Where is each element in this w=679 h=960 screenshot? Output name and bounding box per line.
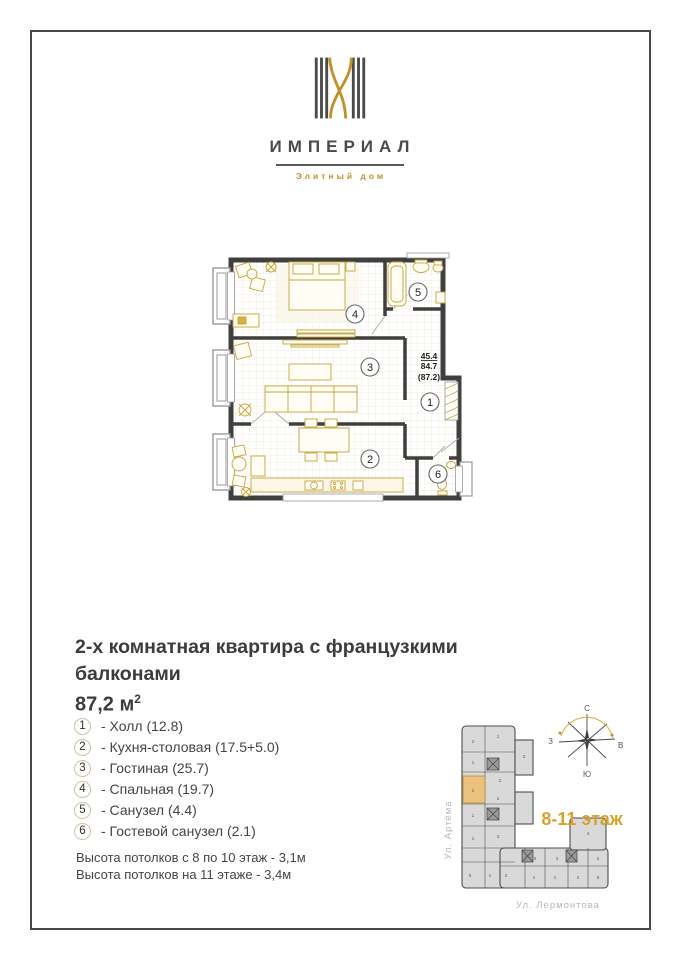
legend-num-6: 6	[74, 823, 91, 840]
wardrobe	[445, 382, 458, 420]
french-balcony-left-3	[213, 434, 235, 490]
legend-item-5	[74, 802, 279, 818]
ceiling-note-1: Высота потолков с 8 по 10 этаж - 3,1м	[76, 850, 306, 865]
legend-label-3: - Гостиная (25.7)	[101, 760, 209, 776]
brand-logo-block	[0, 50, 679, 181]
legend-num-1: 1	[74, 718, 91, 735]
french-balcony-left-2	[213, 350, 235, 406]
room-marker-3	[361, 358, 379, 376]
legend-num-3: 3	[74, 760, 91, 777]
room-marker-2	[361, 450, 379, 468]
listing-area-value: 87,2 м	[75, 693, 135, 716]
svg-text:1: 1	[488, 874, 492, 879]
siteplan-drawing	[440, 700, 655, 920]
svg-text:2: 2	[498, 779, 502, 784]
svg-text:2: 2	[496, 797, 500, 802]
room-marker-5	[409, 283, 427, 301]
svg-text:1: 1	[471, 814, 475, 819]
svg-text:5: 5	[468, 874, 472, 879]
floorplan-drawing	[193, 250, 477, 518]
legend-item-1	[74, 718, 279, 734]
svg-text:2: 2	[366, 454, 374, 466]
street-label-bottom: Ул. Лермонтова	[516, 900, 600, 911]
svg-text:3: 3	[496, 835, 500, 840]
svg-text:6: 6	[434, 469, 442, 481]
floorplan	[193, 250, 477, 518]
street-label-left: Ул. Артёма	[443, 800, 454, 860]
svg-text:1: 1	[426, 397, 434, 409]
siteplan	[440, 700, 655, 920]
legend-label-6: - Гостевой санузел (2.1)	[101, 823, 256, 839]
svg-text:5: 5	[596, 876, 600, 881]
legend-label-4: - Спальная (19.7)	[101, 781, 215, 797]
compass-icon	[548, 704, 623, 779]
svg-text:2: 2	[471, 740, 475, 745]
brand-divider	[276, 164, 404, 166]
legend-label-2: - Кухня-столовая (17.5+5.0)	[101, 739, 280, 755]
legend-label-5: - Санузел (4.4)	[101, 802, 197, 818]
svg-text:1: 1	[553, 876, 557, 881]
room-marker-6	[429, 465, 447, 483]
svg-text:3: 3	[555, 857, 559, 862]
compass-west: З	[548, 737, 553, 746]
top-ledge	[407, 253, 449, 258]
kitchen-window	[283, 494, 383, 501]
window-right	[456, 462, 473, 496]
brand-tagline: Элитный дом	[295, 171, 387, 181]
svg-text:1: 1	[532, 876, 536, 881]
compass-south: Ю	[582, 770, 592, 779]
area-line3: (87.2)	[417, 372, 441, 382]
svg-text:4: 4	[586, 832, 590, 837]
room-legend	[74, 718, 279, 844]
legend-item-4	[74, 781, 279, 797]
area-line2: 84.7	[420, 361, 438, 371]
ceiling-notes	[76, 849, 306, 883]
svg-text:3: 3	[366, 362, 374, 374]
room-marker-4	[346, 305, 364, 323]
listing-title-line2: балконами	[75, 663, 181, 685]
svg-text:1: 1	[471, 837, 475, 842]
svg-text:4: 4	[351, 309, 359, 321]
legend-item-3	[74, 760, 279, 776]
legend-item-6	[74, 823, 279, 839]
area-line1: 45.4	[420, 351, 438, 361]
listing-area-sup: 2	[134, 692, 141, 706]
legend-num-5: 5	[74, 802, 91, 819]
svg-text:2: 2	[596, 857, 600, 862]
svg-text:1: 1	[471, 761, 475, 766]
svg-text:5: 5	[414, 287, 422, 299]
ceiling-note-2: Высота потолков на 11 этаже - 3,4м	[76, 867, 292, 882]
floor-range-label: 8-11 этаж	[541, 809, 623, 829]
brand-name: ИМПЕРИАЛ	[269, 137, 416, 156]
legend-item-2	[74, 739, 279, 755]
room-marker-1	[421, 393, 439, 411]
svg-text:2: 2	[576, 876, 580, 881]
svg-text:2: 2	[504, 874, 508, 879]
building-outline	[462, 726, 608, 888]
legend-num-2: 2	[74, 739, 91, 756]
svg-text:3: 3	[533, 857, 537, 862]
legend-num-4: 4	[74, 781, 91, 798]
svg-text:1: 1	[496, 735, 500, 740]
compass-east: В	[618, 741, 624, 750]
listing-title-line1: 2-х комнатная квартира с французкими	[75, 636, 458, 658]
compass-north: С	[584, 704, 590, 713]
svg-text:2: 2	[471, 789, 475, 794]
area-summary	[418, 351, 440, 382]
legend-label-1: - Холл (12.8)	[101, 718, 184, 734]
brand-monogram-icon	[294, 50, 386, 126]
svg-text:3: 3	[522, 755, 526, 760]
french-balcony-left-1	[213, 268, 235, 324]
